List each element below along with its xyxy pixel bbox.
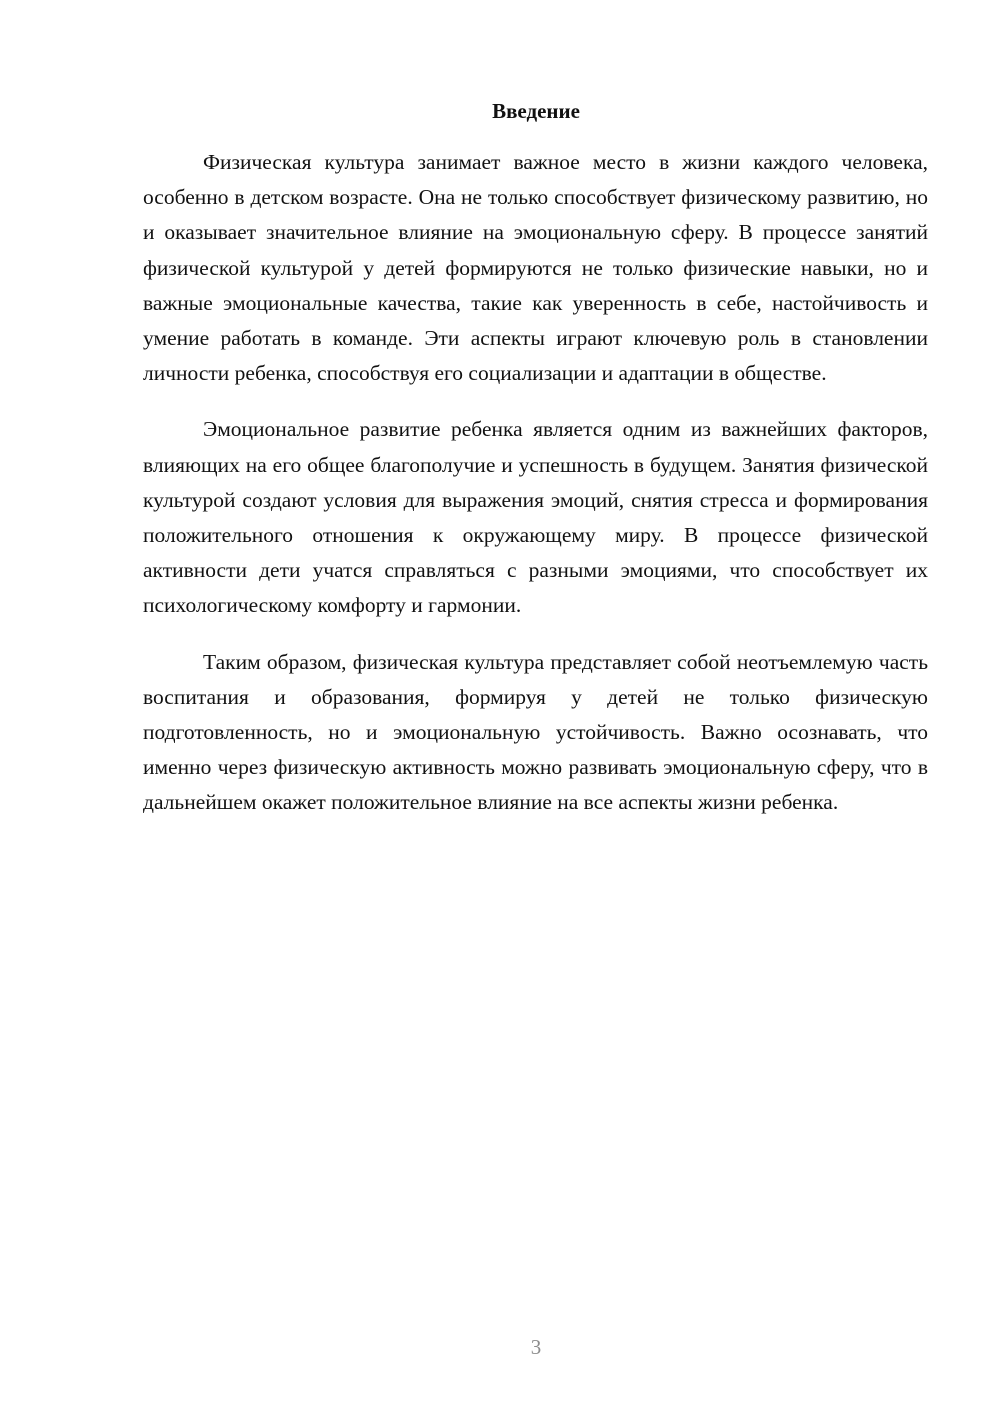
body-text [143,145,928,842]
paragraph-1: Физическая культура занимает важное место в жизни каждого человека, особенно в детском возрасте. Она не только способствует физическому развитию, но и оказывает значительное влияние на эмоциональную сферу. В процессе занятий физической культурой у детей формируются не только физические навыки, но и важные эмоциональные качества, такие как уверенность в себе, настойчивость и умение работать в команде. Эти аспекты играют ключевую роль в становлении личности ребенка, способствуя его социализации и адаптации в обществе. [143,150,928,386]
paragraph-2: Эмоциональное развитие ребенка является одним из важнейших факторов, влияющих на его общее благополучие и успешность в будущем. Занятия физической культурой создают условия для выражения эмоций, снятия стресса и формирования положительного отношения к окружающему миру. В процессе физической активности дети учатся справляться с разными эмоциями, что способствует их психологическому комфорту и гармонии. [143,417,928,618]
page-number: 3 [530,1335,542,1359]
paragraph-3: Таким образом, физическая культура представляет собой неотъемлемую часть воспитания и образования, формируя у детей не только физическую подготовленность, но и эмоциональную устойчивость. Важно осознавать, что именно через физическую активность можно развивать эмоциональную сферу, что в дальнейшем окажет положительное влияние на все аспекты жизни ребенка. [143,649,928,815]
section-title: Введение [492,99,580,123]
